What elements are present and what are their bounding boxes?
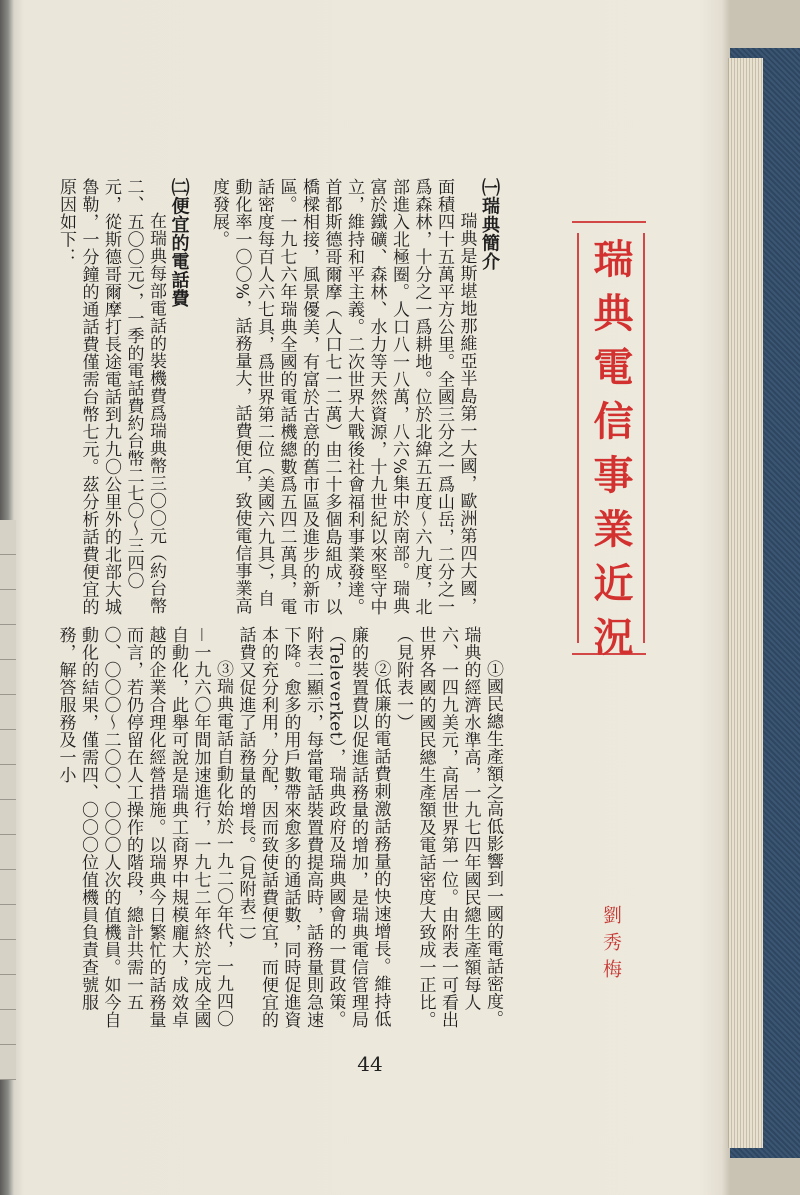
- paragraph: ②低廉的電話費刺激話務量的快速增長。維持低廉的裝置費以促進話務量的增加，是瑞典電信管理局（Televerket），瑞典政府及瑞典國會的一貫政策。附表二顯示，每當電話裝置費提高時，話務量則急速下降。愈多的用戶數帶來愈多的通話數，同時促進資本的充分利用，分配，因而致使話費便宜，而便宜的話費又促進了話務量的增長。（見附表二）: [235, 626, 391, 1029]
- paragraph: 在瑞典每部電話的裝機費爲瑞典幣三〇〇元（約台幣二、五〇〇元），一季的電話費約台幣二七〇～三四〇元，從斯德哥爾摩打長途電話到九九〇公里外的北部大城魯勒，一分鐘的通話費僅需台幣七元。茲分析話費便宜的原因如下：: [56, 178, 166, 616]
- paragraph: ①國民總生產額之高低影響到一國的電話密度。瑞典的經濟水準高，一九七四年國民總生產額每人六、一四九美元，高居世界第一位。由附表一可看出世界各國的國民總生產額及電話密度大致成一正比。（見附表一）: [393, 626, 503, 1029]
- upper-text-block: [56, 178, 500, 618]
- page-stack-edge: [728, 58, 763, 1148]
- lower-text-block: [55, 626, 504, 1036]
- section-heading: ㈡便宜的電話費: [168, 178, 190, 308]
- section-heading: ㈠瑞典簡介: [479, 178, 500, 271]
- paragraph: 瑞典是斯堪地那維亞半島第一大國，歐洲第四大國，面積四十五萬平方公里。全國三分之一爲山岳，二分之一爲森林，十分之一爲耕地。位於北緯五五度～六九度，北部進入北極圈。人口八一八萬，八六%集中於南部。瑞典富於鐵礦、森林、水力等天然資源，十九世紀以來堅守中立，維持和平主義。二次世界大戰後社會福利事業發達。首都斯德哥爾摩（人口七一二萬）由二十多個島組成，以橋樑相接，風景優美，有富於古意的舊市區及進步的新市區。一九七六年瑞典全國的電話機總數爲五四二萬具，電話密度每百人六七具，爲世界第二位（美國六九具），自動化率一〇〇%，話務量大，話費便宜，致使電信事業高度發展。: [209, 178, 477, 616]
- author-name: 劉秀梅: [600, 905, 622, 986]
- article-title: 瑞典電信事業近況: [587, 238, 633, 670]
- paragraph: ③瑞典電話自動化始於一九二〇年代，一九四〇－一九六〇年間加速進行，一九七二年終於完成全國自動化，此舉可說是瑞典工商界中規模龐大，成效卓越的企業合理化經營措施。以瑞典今日繁忙的話務量而言，若仍停留在人工操作的階段，總計共需一五〇、〇〇〇～二〇〇、〇〇〇人次的值機員。如今自動化的結果，僅需四、〇〇〇位值機員負責查號服務，解答服務及一小: [55, 626, 233, 1029]
- spacer: [190, 178, 208, 618]
- left-page-edge: [0, 520, 16, 1080]
- page-number: 44: [357, 1052, 383, 1076]
